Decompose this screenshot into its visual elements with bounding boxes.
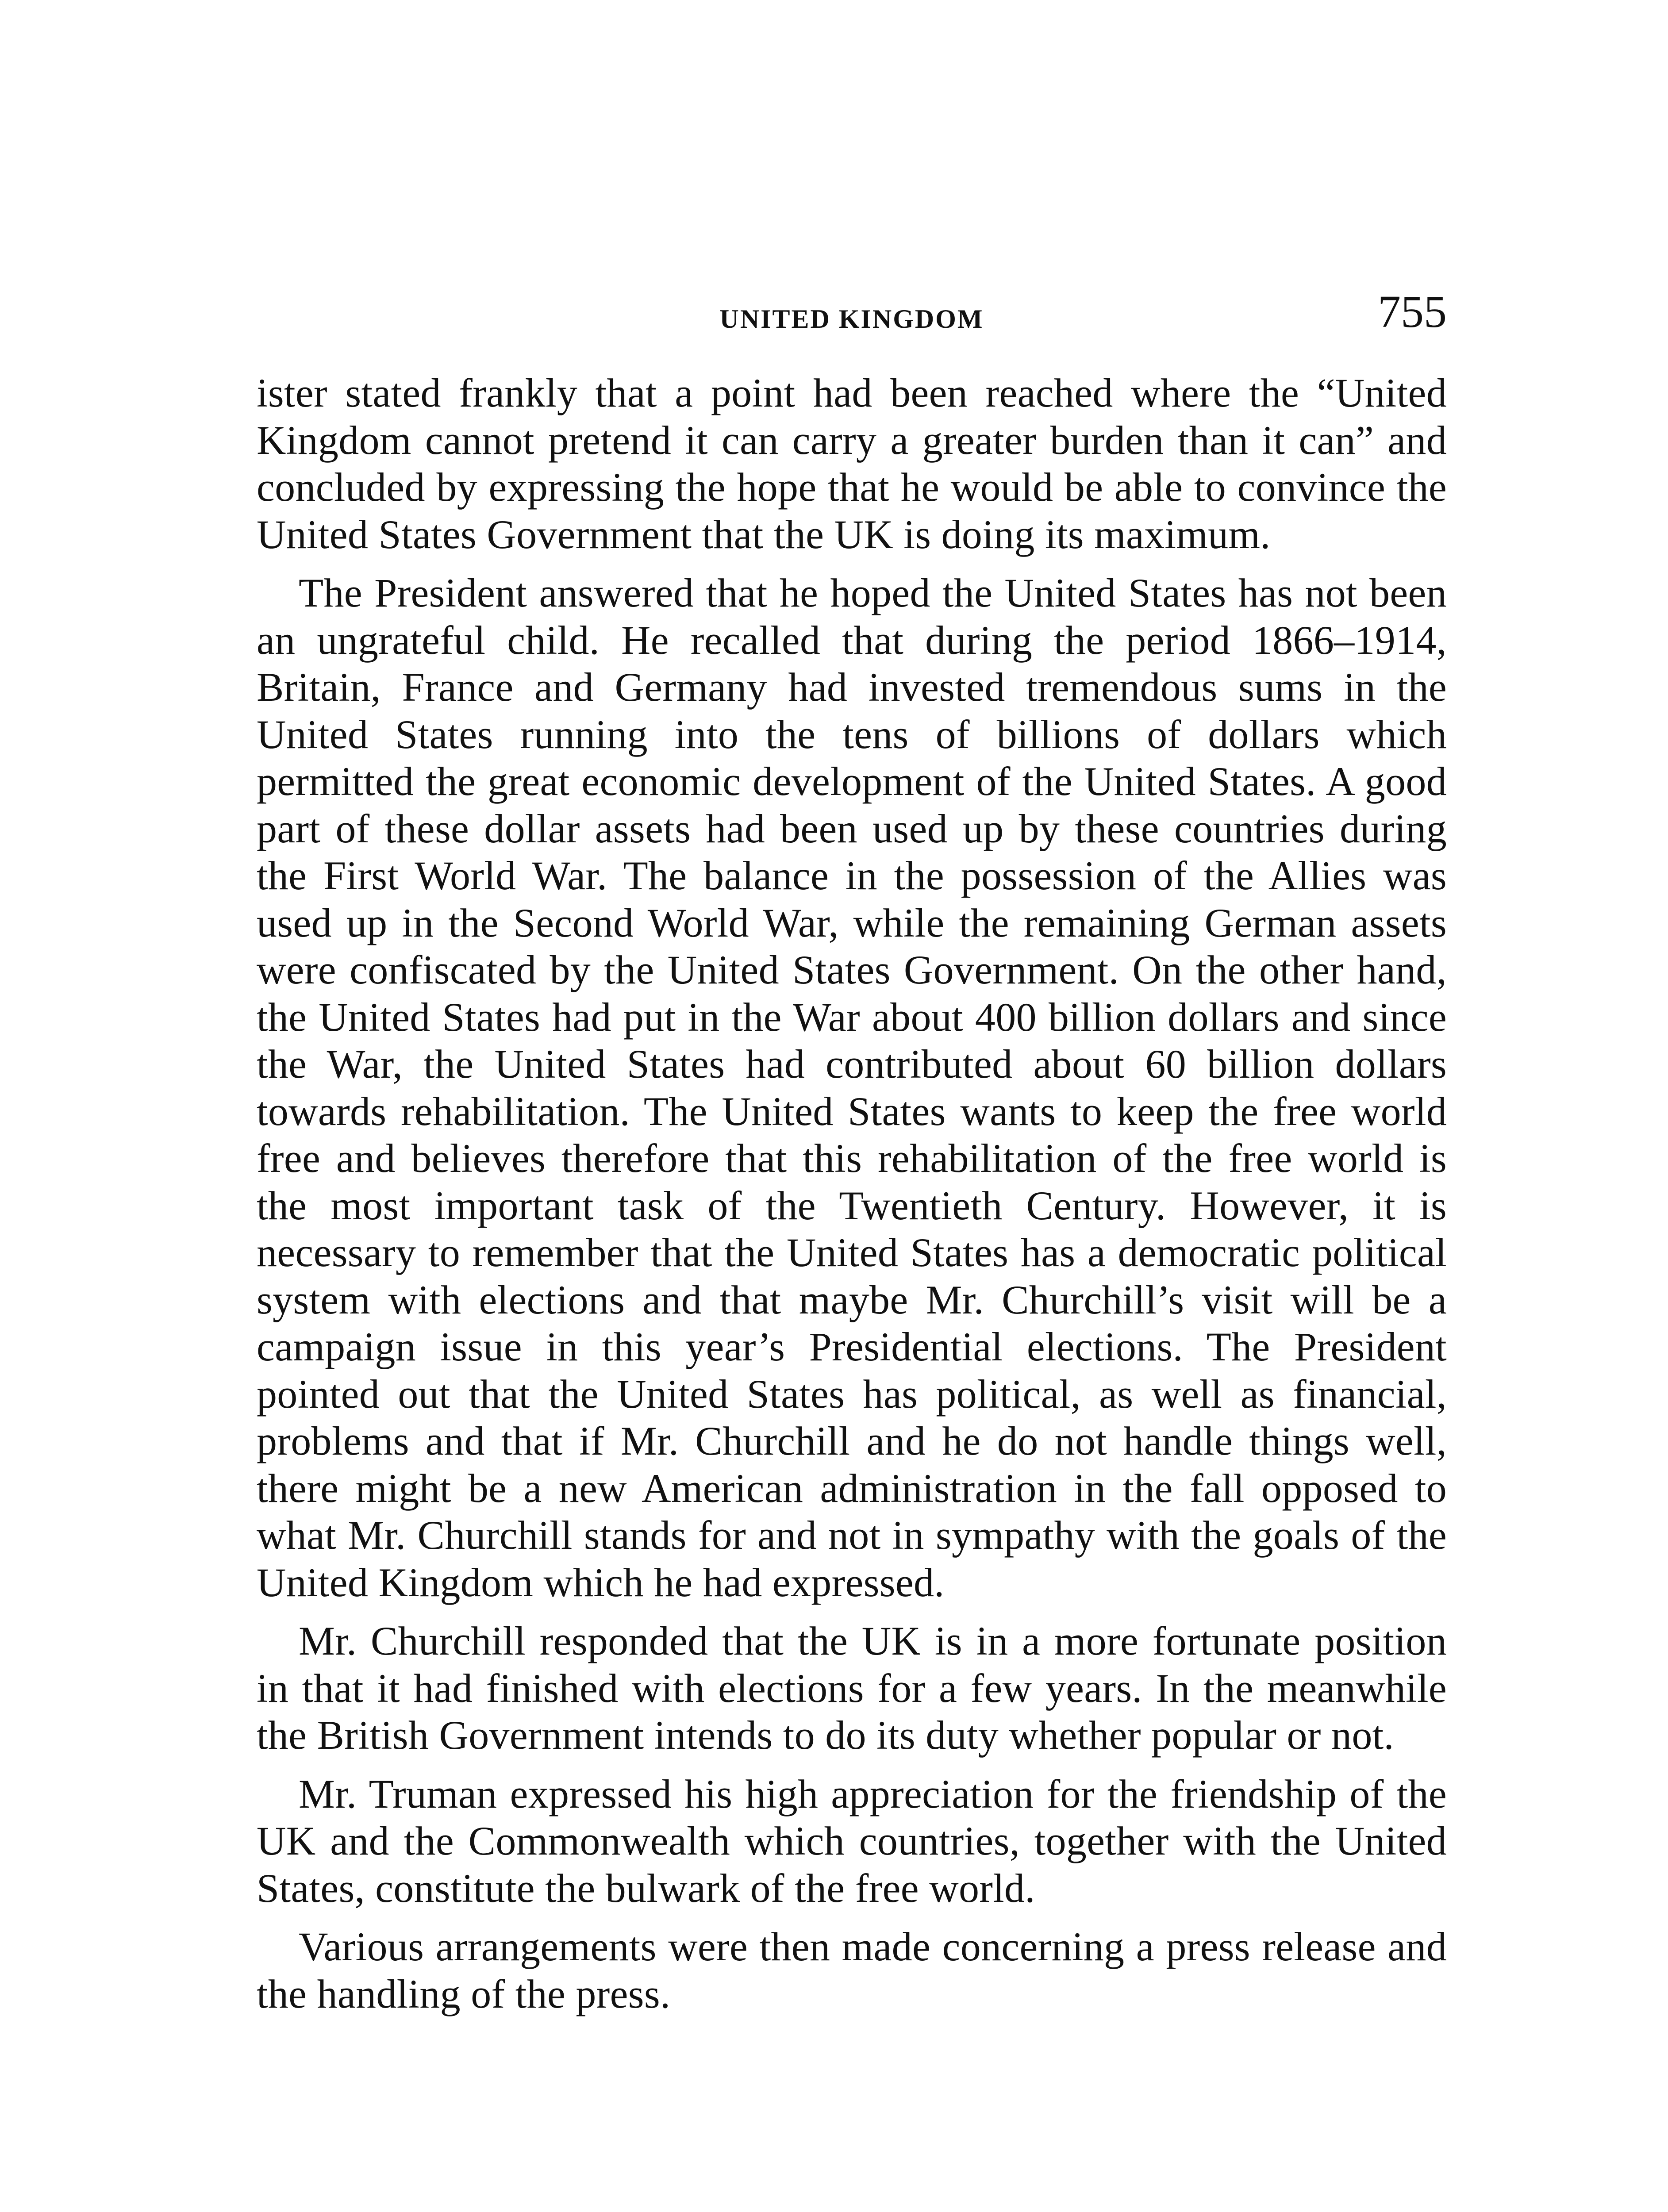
paragraph-press-arrangements: Various arrangements were then made concerning a press release and the handling of the press. <box>257 1924 1447 2016</box>
paragraph-president-answer: The President answered that he hoped the United States has not been an ungrateful child. He recalled that during the period 1866–1914, Britain, France and Germany had invested tremendous sums in the United States running into the tens of billions of dollars which permitted the great economic development of the United States. A good part of these dollar assets had been used up by these countries during the First World War. The balance in the possession of the Allies was used up in the Second World War, while the remaining German assets were confiscated by the United States Government. On the other hand, the United States had put in the War about 400 billion dollars and since the War, the United States had contributed about 60 billion dollars towards rehabilitation. The United States wants to keep the free world free and believes therefore that this rehabilitation of the free world is the most important task of the Twentieth Century. However, it is necessary to remember that the United States has a democratic political system with elections and that maybe Mr. Churchill’s visit will be a campaign issue in this year’s Presidential elections. The President pointed out that the United States has political, as well as financial, problems and that if Mr. Churchill and he do not handle things well, there might be a new American administration in the fall opposed to what Mr. Churchill stands for and not in sympathy with the goals of the United Kingdom which he had expressed. <box>257 570 1447 1605</box>
body-text <box>257 369 1447 2029</box>
paragraph-truman-appreciation: Mr. Truman expressed his high appreciation for the friendship of the UK and the Commonwealth which countries, together with the United States, constitute the bulwark of the free world. <box>257 1771 1447 1911</box>
running-title: UNITED KINGDOM <box>719 304 984 334</box>
paragraph-churchill-response: Mr. Churchill responded that the UK is in a more fortunate position in that it had finished with elections for a few years. In the meanwhile the British Government intends to do its duty whether popular or not. <box>257 1618 1447 1758</box>
running-head <box>257 288 1447 336</box>
paragraph-continuation: ister stated frankly that a point had been reached where the “United Kingdom cannot pretend it can carry a greater burden than it can” and concluded by expressing the hope that he would be able to convince the United States Government that the UK is doing its maximum. <box>257 370 1447 557</box>
page-number: 755 <box>1378 286 1447 337</box>
